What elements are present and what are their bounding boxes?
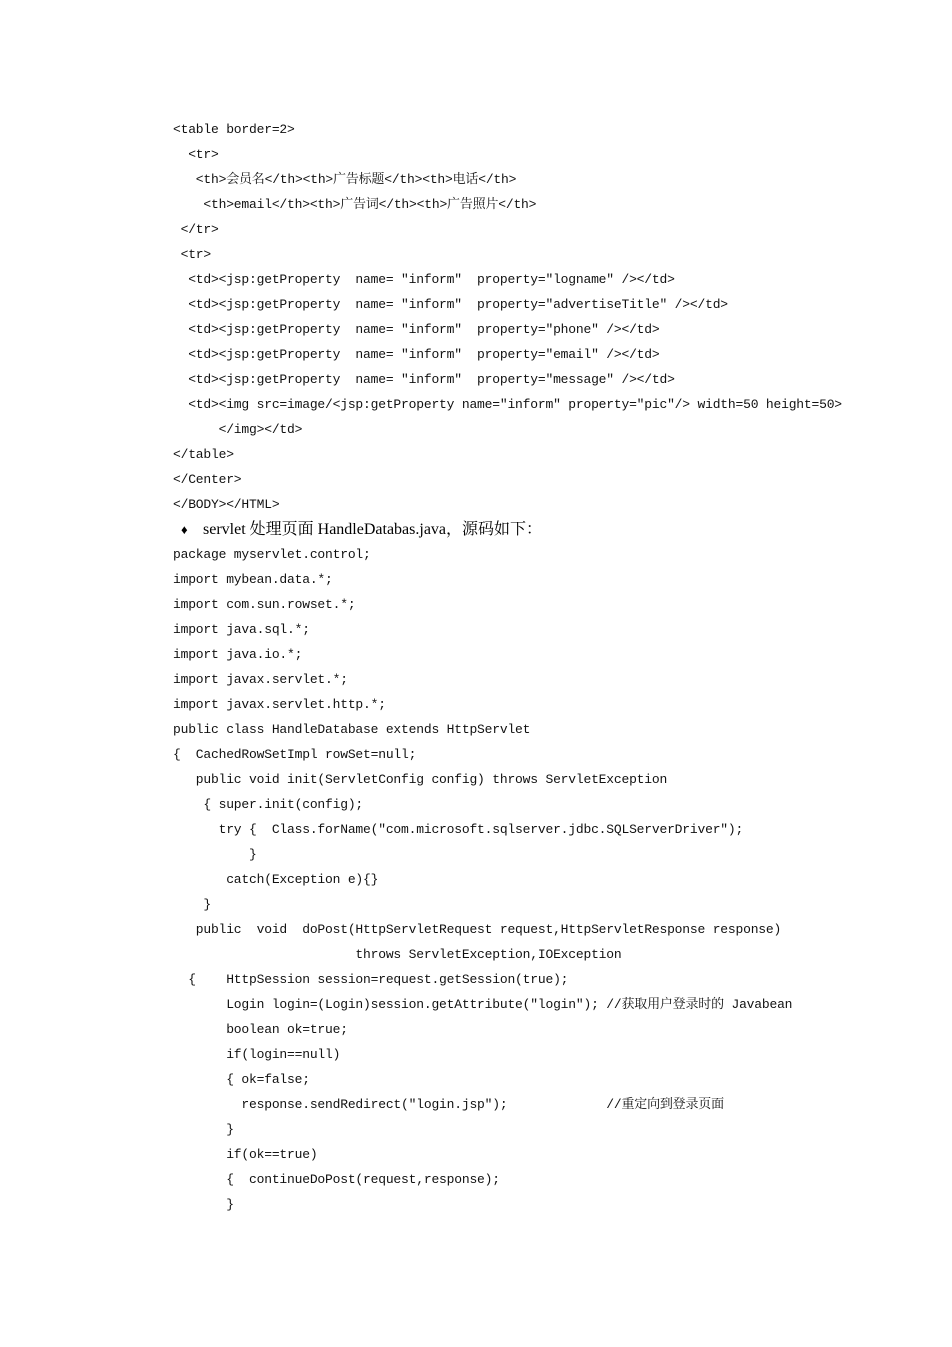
- code-line: <th>会员名</th><th>广告标题</th><th>电话</th>: [173, 172, 517, 187]
- code-line: import java.io.*;: [173, 647, 303, 662]
- code-listing: [173, 117, 842, 1217]
- code-line: }: [173, 1122, 234, 1137]
- java-code-block: [173, 542, 842, 1217]
- code-line: if(ok==true): [173, 1147, 318, 1162]
- code-line: }: [173, 847, 257, 862]
- code-line: <td><img src=image/<jsp:getProperty name="inform" property="pic"/> width=50 height=50>: [173, 397, 842, 412]
- code-line: boolean ok=true;: [173, 1022, 348, 1037]
- code-line: <tr>: [173, 247, 212, 262]
- code-line: import com.sun.rowset.*;: [173, 597, 356, 612]
- section-heading: servlet 处理页面 HandleDatabas.java，源码如下：: [203, 521, 543, 538]
- section-bullet-line: [173, 517, 842, 542]
- code-line: public class HandleDatabase extends HttpServlet: [173, 722, 531, 737]
- code-line: <td><jsp:getProperty name= "inform" property="logname" /></td>: [173, 272, 675, 287]
- code-line: <td><jsp:getProperty name= "inform" property="message" /></td>: [173, 372, 675, 387]
- code-line: response.sendRedirect("login.jsp"); //重定向到登录页面: [173, 1097, 724, 1112]
- code-line: public void doPost(HttpServletRequest request,HttpServletResponse response): [173, 922, 782, 937]
- code-line: <td><jsp:getProperty name= "inform" property="phone" /></td>: [173, 322, 660, 337]
- code-line: { ok=false;: [173, 1072, 310, 1087]
- code-line: import mybean.data.*;: [173, 572, 333, 587]
- code-line: <td><jsp:getProperty name= "inform" property="email" /></td>: [173, 347, 660, 362]
- code-line: <th>email</th><th>广告词</th><th>广告照片</th>: [173, 197, 537, 212]
- code-line: public void init(ServletConfig config) throws ServletException: [173, 772, 668, 787]
- code-line: { HttpSession session=request.getSession(true);: [173, 972, 569, 987]
- code-line: <td><jsp:getProperty name= "inform" property="advertiseTitle" /></td>: [173, 297, 728, 312]
- code-line: catch(Exception e){}: [173, 872, 379, 887]
- code-line: </tr>: [173, 222, 219, 237]
- code-line: </table>: [173, 447, 234, 462]
- code-line: import javax.servlet.http.*;: [173, 697, 386, 712]
- code-line: }: [173, 1197, 234, 1212]
- code-line: </BODY></HTML>: [173, 497, 280, 512]
- code-line: { super.init(config);: [173, 797, 364, 812]
- code-line: { continueDoPost(request,response);: [173, 1172, 500, 1187]
- code-line: import java.sql.*;: [173, 622, 310, 637]
- code-line: import javax.servlet.*;: [173, 672, 348, 687]
- code-line: }: [173, 897, 212, 912]
- code-line: if(login==null): [173, 1047, 341, 1062]
- code-line: Login login=(Login)session.getAttribute("login"); //获取用户登录时的 Javabean: [173, 997, 793, 1012]
- code-line: package myservlet.control;: [173, 547, 371, 562]
- code-line: try { Class.forName("com.microsoft.sqlserver.jdbc.SQLServerDriver");: [173, 822, 744, 837]
- jsp-code-block: [173, 117, 842, 517]
- code-line: <tr>: [173, 147, 219, 162]
- code-line: throws ServletException,IOException: [173, 947, 622, 962]
- code-line: </Center>: [173, 472, 242, 487]
- code-line: { CachedRowSetImpl rowSet=null;: [173, 747, 417, 762]
- code-line: <table border=2>: [173, 122, 295, 137]
- code-line: </img></td>: [173, 422, 303, 437]
- diamond-bullet-icon: ♦: [181, 522, 188, 537]
